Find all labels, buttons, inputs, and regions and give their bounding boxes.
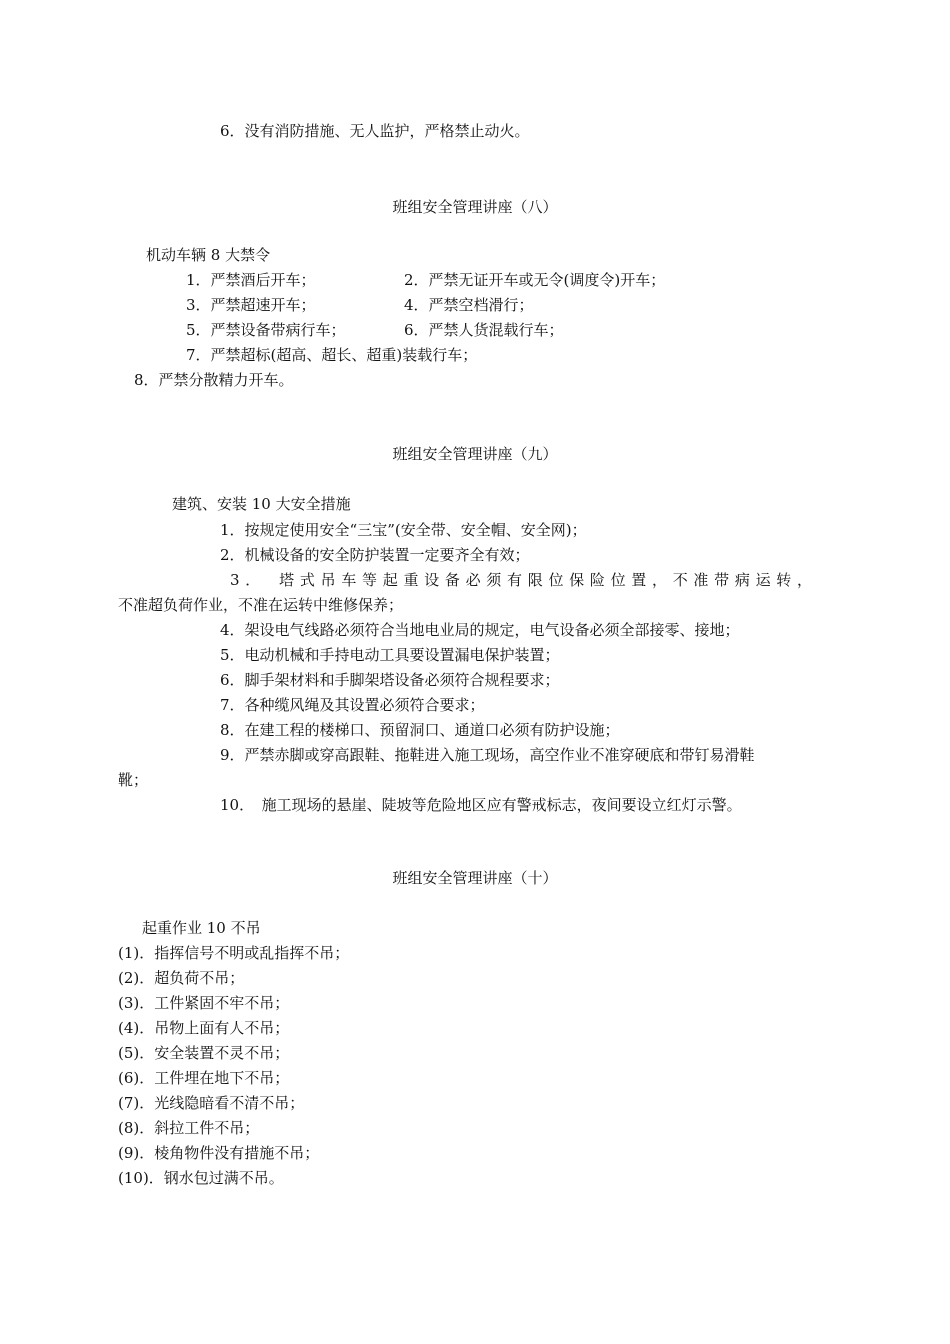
list-item: (10)．钢水包过满不吊。 (118, 1169, 284, 1187)
list-item: 1．按规定使用安全“三宝”(安全带、安全帽、安全网)； (220, 521, 587, 539)
list-item: 7．各种缆风绳及其设置必须符合要求； (220, 696, 485, 714)
list-item: 5．电动机械和手持电动工具要设置漏电保护装置； (220, 646, 560, 664)
list-item: (9)．棱角物件没有措施不吊； (118, 1144, 320, 1162)
list-item: (4)．吊物上面有人不吊； (118, 1019, 290, 1037)
fire-safety-item-6: 6．没有消防措施、无人监护，严格禁止动火。 (220, 122, 530, 140)
list-item: (1)．指挥信号不明或乱指挥不吊； (118, 944, 350, 962)
list-item: 4．严禁空档滑行； (404, 296, 534, 314)
section-10-heading: 起重作业 10 不吊 (142, 919, 261, 937)
list-item: (7)．光线隐暗看不清不吊； (118, 1094, 305, 1112)
list-item-continuation: 不准超负荷作业，不准在运转中维修保养； (118, 596, 404, 614)
list-item: 4．架设电气线路必须符合当地电业局的规定，电气设备必须全部接零、接地； (220, 621, 740, 639)
list-item: 5．严禁设备带病行车； (186, 321, 346, 339)
section-8-title: 班组安全管理讲座（八） (392, 198, 558, 216)
section-9-title: 班组安全管理讲座（九） (392, 445, 558, 463)
list-item: 10． 施工现场的悬崖、陡坡等危险地区应有警戒标志，夜间要设立红灯示警。 (220, 796, 742, 814)
list-item: 6．严禁人货混载行车； (404, 321, 564, 339)
list-item: 9．严禁赤脚或穿高跟鞋、拖鞋进入施工现场，高空作业不准穿硬底和带钉易滑鞋 (220, 746, 755, 764)
list-item: 7．严禁超标(超高、超长、超重)装载行车； (186, 346, 478, 364)
section-8-heading: 机动车辆 8 大禁令 (146, 246, 271, 264)
list-item: 8．在建工程的楼梯口、预留洞口、通道口必须有防护设施； (220, 721, 620, 739)
list-item: 3． 塔式吊车等起重设备必须有限位保险位置，不准带病运转， (230, 571, 812, 589)
list-item: 2．严禁无证开车或无令(调度令)开车； (404, 271, 666, 289)
list-item: 3．严禁超速开车； (186, 296, 316, 314)
list-item: (3)．工件紧固不牢不吊； (118, 994, 290, 1012)
section-10-title: 班组安全管理讲座（十） (392, 869, 558, 887)
list-item: 8．严禁分散精力开车。 (134, 371, 294, 389)
list-item: (5)．安全装置不灵不吊； (118, 1044, 290, 1062)
list-item: 1．严禁酒后开车； (186, 271, 316, 289)
list-item: (2)．超负荷不吊； (118, 969, 245, 987)
list-item: 6．脚手架材料和手脚架塔设备必须符合规程要求； (220, 671, 560, 689)
list-item-continuation: 靴； (118, 771, 149, 789)
section-9-heading: 建筑、安装 10 大安全措施 (172, 495, 351, 513)
list-item: (8)．斜拉工件不吊； (118, 1119, 260, 1137)
list-item: (6)．工件埋在地下不吊； (118, 1069, 290, 1087)
list-item: 2．机械设备的安全防护装置一定要齐全有效； (220, 546, 530, 564)
